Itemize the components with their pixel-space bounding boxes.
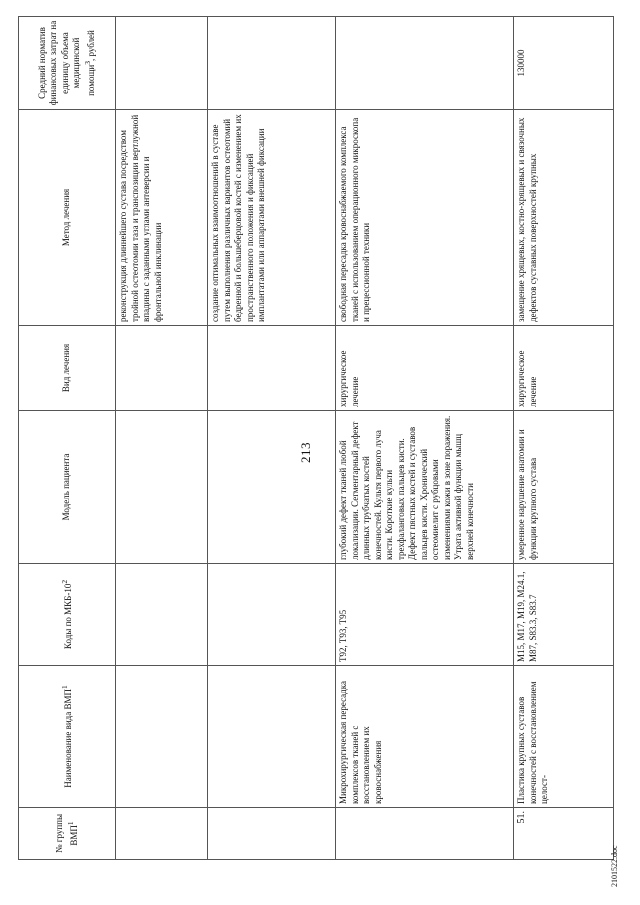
header-cost-text: Средний норматив финансовых затрат на единицу объема медицинской помощи — [36, 20, 96, 106]
header-method: Метод лечения — [19, 110, 116, 326]
cell-num — [336, 808, 514, 860]
cell-method: создание оптимальных взаимоотношений в суставе путем выполнения различных вариантов остеотомий бедренной и большеберцовой костей с изменением их пространственного положения и фиксацией имплантатами или аппаратами внешней фиксации — [208, 110, 336, 326]
cell-name — [208, 666, 336, 808]
header-model: Модель пациента — [19, 411, 116, 564]
cell-method: свободная пересадка кровоснабжаемого комплекса тканей с использованием операционного микроскопа и прецессионной техники — [336, 110, 514, 326]
cell-codes: M15, M17, M19, M24.1, M87, S83.3, S83.7 — [514, 564, 614, 666]
cell-model: умеренное нарушение анатомии и функции крупного сустава — [514, 411, 614, 564]
header-type: Вид лечения — [19, 326, 116, 411]
cell-codes — [208, 564, 336, 666]
header-group-no — [19, 808, 116, 860]
cell-cost — [336, 17, 514, 110]
cell-codes: T92, T93, T95 — [336, 564, 514, 666]
cell-type: хирургическое лечение — [514, 326, 614, 411]
table-row — [336, 17, 514, 860]
cell-cost: 130000 — [514, 17, 614, 110]
table-row — [116, 17, 208, 860]
footer-filename: 2101522.doc — [610, 845, 619, 887]
cell-codes — [116, 564, 208, 666]
cell-model — [208, 411, 336, 564]
header-cost-unit: , рублей — [85, 30, 96, 62]
cell-type — [208, 326, 336, 411]
header-cost-sup: 3 — [82, 61, 92, 65]
header-codes-sup: 2 — [59, 579, 69, 584]
header-name-sup: 1 — [59, 685, 69, 690]
cell-name: Микрохирургическая пересадка комплексов тканей с восстановлением их кровоснабжения — [336, 666, 514, 808]
header-name-text: Наименование вида ВМП — [62, 689, 73, 788]
header-cost — [19, 17, 116, 110]
page-number: 213 — [298, 442, 313, 463]
header-name — [19, 666, 116, 808]
cell-model — [116, 411, 208, 564]
cell-type — [116, 326, 208, 411]
header-group-no-sup: 1 — [65, 821, 75, 826]
cell-method: замещение хрящевых, костно-хрящевых и связочных дефектов суставных поверхностей крупных — [514, 110, 614, 326]
cell-type: хирургическое лечение — [336, 326, 514, 411]
cell-name — [116, 666, 208, 808]
table-row — [208, 17, 336, 860]
cell-cost — [116, 17, 208, 110]
header-group-no-text: № группы ВМП — [53, 813, 79, 854]
cell-num — [208, 808, 336, 860]
table-header-row — [19, 17, 116, 860]
header-codes-text: Коды по МКБ-10 — [62, 583, 73, 650]
header-codes — [19, 564, 116, 666]
treatment-table — [18, 16, 614, 860]
cell-cost — [208, 17, 336, 110]
cell-method: реконструкция длиннейшего сустава посредством тройной остеотомии таза и транспозиции вертлужной впадины с заданными углами антеверсии и фронтальной инклинации — [116, 110, 208, 326]
cell-num — [116, 808, 208, 860]
cell-num: 51. — [514, 808, 614, 860]
cell-model: глубокий дефект тканей любой локализации. Сегментарный дефект длинных трубчатых костей конечностей. Культя первого луча кисти. Короткие культи трехфаланговых пальцев кисти. Дефект пястных костей и суставов пальцев кисти. Хронический остеомиелит с рубцовыми изменениями кожи в зоне поражения. Утрата активной функции мышц верхней конечности — [336, 411, 514, 564]
cell-name: Пластика крупных суставов конечностей с восстановлением целост- — [514, 666, 614, 808]
table-row — [514, 17, 614, 860]
